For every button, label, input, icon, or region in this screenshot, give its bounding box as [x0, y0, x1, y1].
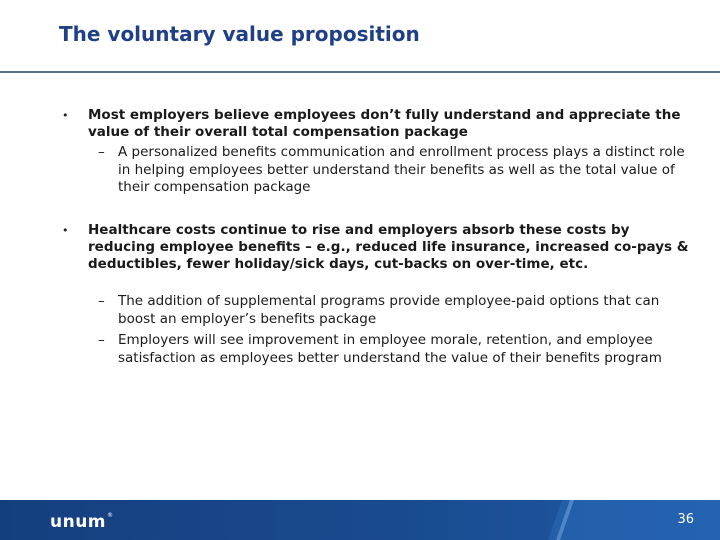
unum-logo	[50, 512, 114, 532]
sub-bullet-text: The addition of supplemental programs provide employee-paid options that can boost an employer’s benefits package	[118, 293, 660, 327]
page-number: 36	[677, 512, 694, 527]
sub-bullet-text: Employers will see improvement in employee morale, retention, and employee satisfaction as employees better understand the value of their benefits program	[118, 332, 662, 366]
bullet-text: Most employers believe employees don’t fully understand and appreciate the value of their overall total compensation package	[88, 107, 681, 140]
sub-bullet-text: A personalized benefits communication and enrollment process plays a distinct role in helping employees better understand their benefits as well as the total value of their compensation package	[118, 144, 685, 195]
bullet-text: Healthcare costs continue to rise and employers absorb these costs by reducing employee benefits – e.g., reduced life insurance, increased co-pays & deductibles, fewer holiday/sick days, cut-backs on over-time, etc.	[88, 222, 689, 272]
sub-bullet	[98, 332, 698, 367]
sub-bullet	[98, 293, 698, 328]
bullet-marker: •	[62, 224, 69, 237]
slide-title: The voluntary value proposition	[59, 22, 420, 46]
sub-bullet	[98, 144, 698, 197]
bullet-marker: •	[62, 109, 69, 122]
trademark-symbol: ®	[107, 512, 114, 519]
logo-wordmark: unum	[50, 512, 107, 532]
sub-bullet-marker: –	[98, 332, 105, 348]
sub-bullet-marker: –	[98, 144, 105, 160]
title-divider	[0, 71, 720, 73]
sub-bullet-marker: –	[98, 293, 105, 309]
